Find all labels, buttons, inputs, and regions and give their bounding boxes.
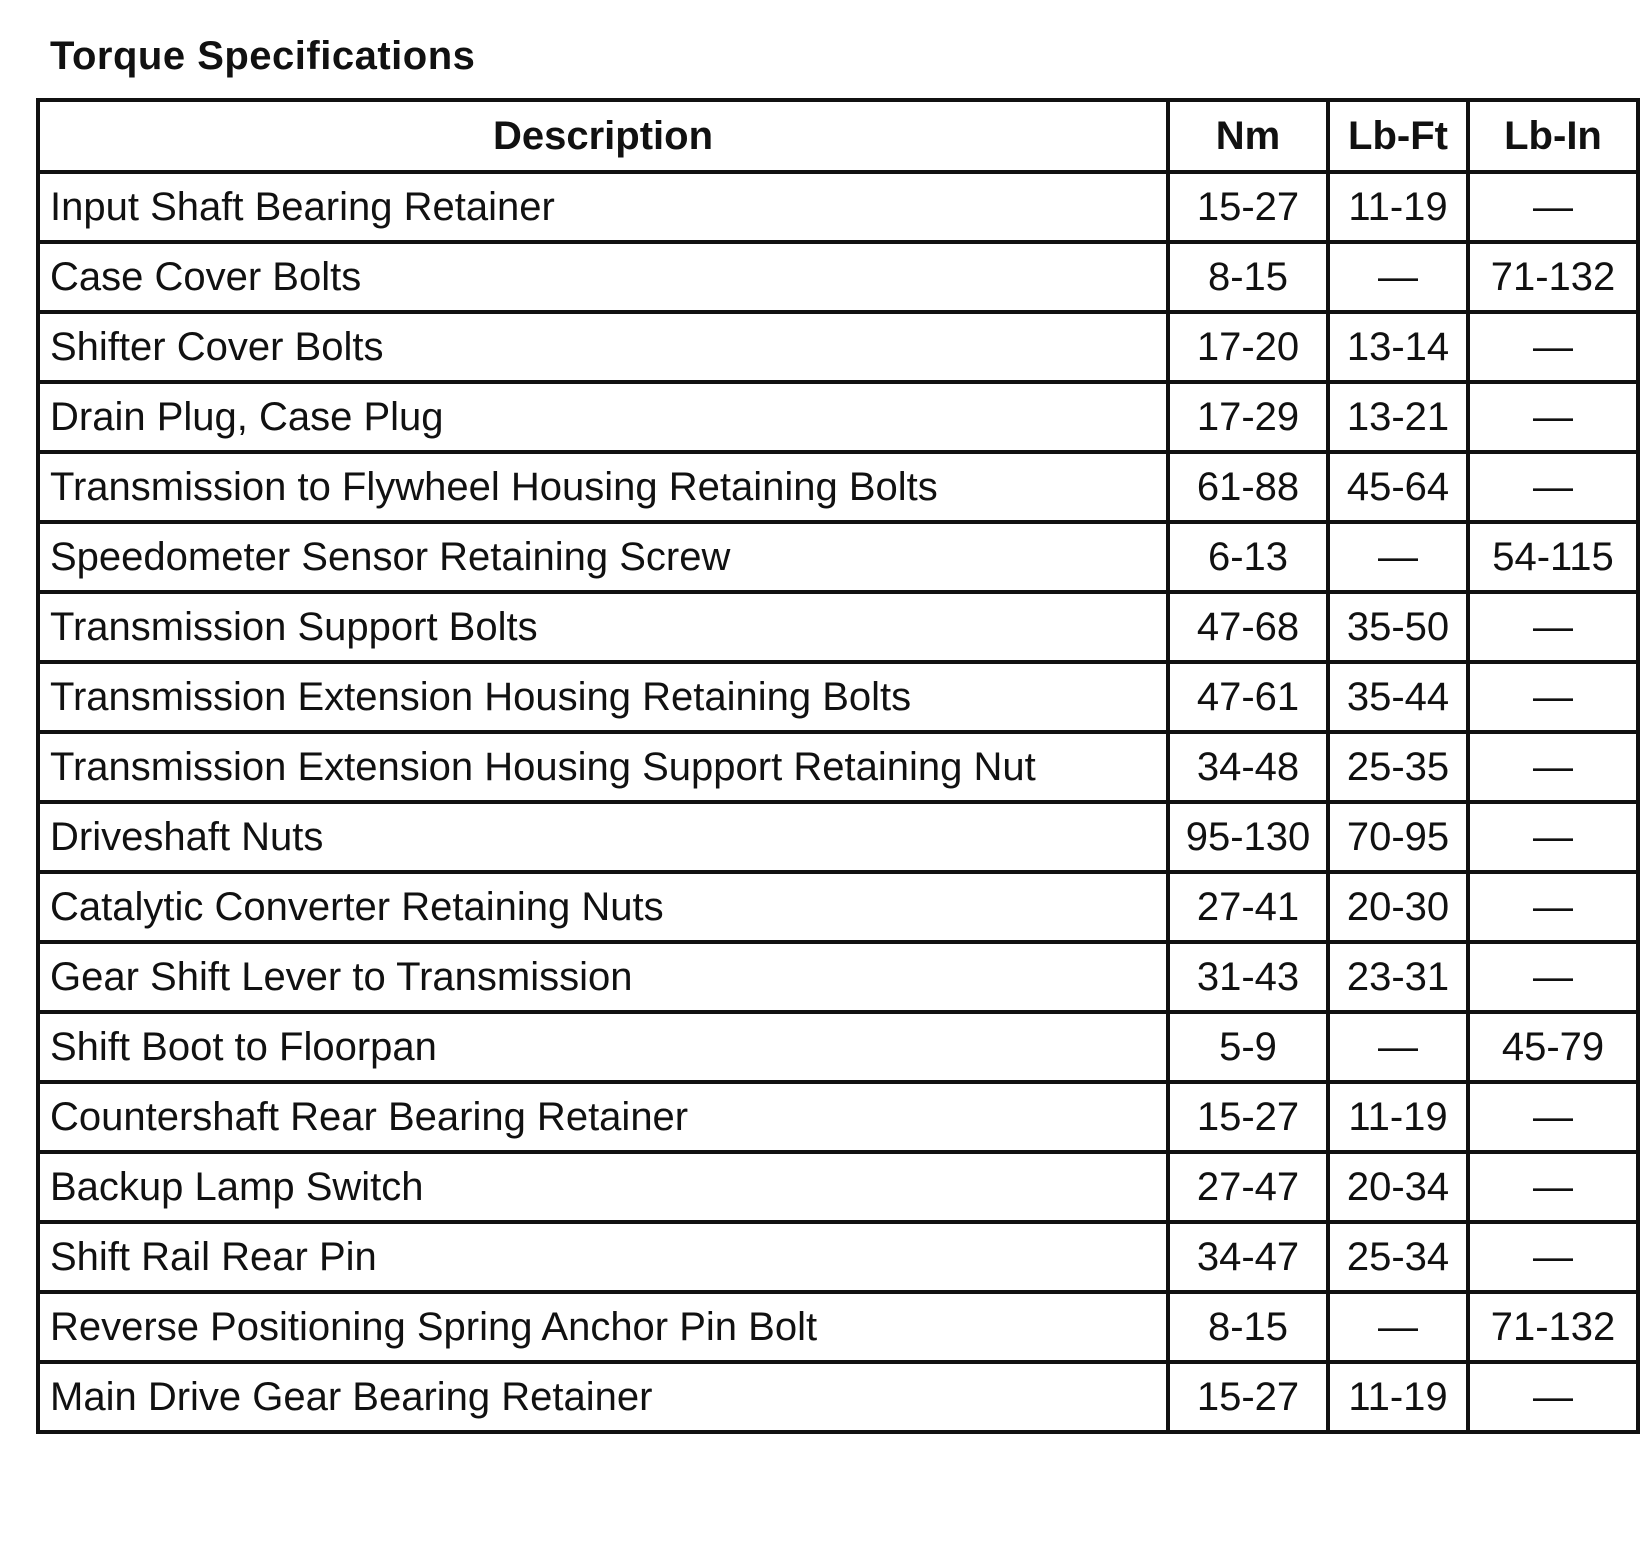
cell-description: Main Drive Gear Bearing Retainer (38, 1362, 1168, 1432)
cell-nm: 27-41 (1168, 872, 1328, 942)
table-row (38, 872, 1638, 942)
cell-description: Drain Plug, Case Plug (38, 382, 1168, 452)
cell-nm: 8-15 (1168, 1292, 1328, 1362)
cell-lb-in: — (1468, 1362, 1638, 1432)
cell-lb-in: 71-132 (1468, 242, 1638, 312)
table-row (38, 242, 1638, 312)
cell-nm: 17-20 (1168, 312, 1328, 382)
table-row (38, 802, 1638, 872)
cell-lb-ft: 11-19 (1328, 1362, 1468, 1432)
cell-description: Reverse Positioning Spring Anchor Pin Bolt (38, 1292, 1168, 1362)
cell-description: Transmission to Flywheel Housing Retaining Bolts (38, 452, 1168, 522)
cell-nm: 34-48 (1168, 732, 1328, 802)
table-row (38, 592, 1638, 662)
cell-lb-in: — (1468, 312, 1638, 382)
header-description: Description (38, 100, 1168, 172)
cell-lb-ft: — (1328, 242, 1468, 312)
header-nm: Nm (1168, 100, 1328, 172)
table-row (38, 732, 1638, 802)
table-row (38, 942, 1638, 1012)
cell-lb-ft: 11-19 (1328, 172, 1468, 242)
cell-lb-in: — (1468, 1152, 1638, 1222)
cell-lb-in: — (1468, 872, 1638, 942)
cell-lb-in: — (1468, 662, 1638, 732)
table-row (38, 452, 1638, 522)
cell-description: Case Cover Bolts (38, 242, 1168, 312)
cell-lb-ft: 13-21 (1328, 382, 1468, 452)
page-title: Torque Specifications (50, 34, 476, 78)
table-row (38, 1152, 1638, 1222)
cell-description: Speedometer Sensor Retaining Screw (38, 522, 1168, 592)
cell-nm: 31-43 (1168, 942, 1328, 1012)
table-row (38, 312, 1638, 382)
cell-lb-in: 71-132 (1468, 1292, 1638, 1362)
cell-nm: 61-88 (1168, 452, 1328, 522)
cell-description: Gear Shift Lever to Transmission (38, 942, 1168, 1012)
header-lb-ft: Lb-Ft (1328, 100, 1468, 172)
header-row (38, 100, 1638, 172)
cell-lb-in: — (1468, 732, 1638, 802)
cell-description: Shift Boot to Floorpan (38, 1012, 1168, 1082)
cell-lb-in: — (1468, 592, 1638, 662)
cell-lb-ft: 35-50 (1328, 592, 1468, 662)
cell-lb-in: — (1468, 942, 1638, 1012)
torque-spec-table (36, 98, 1640, 1434)
header-lb-in: Lb-In (1468, 100, 1638, 172)
cell-description: Transmission Extension Housing Retaining Bolts (38, 662, 1168, 732)
cell-description: Backup Lamp Switch (38, 1152, 1168, 1222)
table-row (38, 662, 1638, 732)
cell-lb-ft: 20-34 (1328, 1152, 1468, 1222)
cell-nm: 6-13 (1168, 522, 1328, 592)
cell-lb-in: — (1468, 1082, 1638, 1152)
cell-lb-ft: — (1328, 1012, 1468, 1082)
cell-description: Shift Rail Rear Pin (38, 1222, 1168, 1292)
cell-lb-in: — (1468, 382, 1638, 452)
cell-lb-ft: 70-95 (1328, 802, 1468, 872)
cell-description: Catalytic Converter Retaining Nuts (38, 872, 1168, 942)
cell-description: Countershaft Rear Bearing Retainer (38, 1082, 1168, 1152)
cell-nm: 34-47 (1168, 1222, 1328, 1292)
cell-lb-in: 54-115 (1468, 522, 1638, 592)
cell-nm: 47-61 (1168, 662, 1328, 732)
cell-lb-ft: 20-30 (1328, 872, 1468, 942)
cell-description: Transmission Extension Housing Support Retaining Nut (38, 732, 1168, 802)
cell-nm: 5-9 (1168, 1012, 1328, 1082)
cell-lb-in: — (1468, 452, 1638, 522)
table-row (38, 1012, 1638, 1082)
cell-nm: 15-27 (1168, 1362, 1328, 1432)
cell-lb-ft: 11-19 (1328, 1082, 1468, 1152)
table-row (38, 522, 1638, 592)
cell-nm: 47-68 (1168, 592, 1328, 662)
cell-nm: 17-29 (1168, 382, 1328, 452)
cell-lb-ft: 45-64 (1328, 452, 1468, 522)
cell-description: Driveshaft Nuts (38, 802, 1168, 872)
table-row (38, 1082, 1638, 1152)
cell-lb-ft: 35-44 (1328, 662, 1468, 732)
cell-nm: 15-27 (1168, 172, 1328, 242)
cell-lb-in: — (1468, 802, 1638, 872)
cell-lb-ft: — (1328, 1292, 1468, 1362)
cell-description: Input Shaft Bearing Retainer (38, 172, 1168, 242)
cell-lb-in: 45-79 (1468, 1012, 1638, 1082)
cell-nm: 8-15 (1168, 242, 1328, 312)
cell-lb-in: — (1468, 172, 1638, 242)
cell-nm: 95-130 (1168, 802, 1328, 872)
cell-nm: 27-47 (1168, 1152, 1328, 1222)
cell-description: Transmission Support Bolts (38, 592, 1168, 662)
table-row (38, 1292, 1638, 1362)
cell-lb-ft: 25-34 (1328, 1222, 1468, 1292)
cell-description: Shifter Cover Bolts (38, 312, 1168, 382)
table-row (38, 172, 1638, 242)
table-row (38, 1222, 1638, 1292)
table-row (38, 1362, 1638, 1432)
cell-lb-ft: 25-35 (1328, 732, 1468, 802)
table-row (38, 382, 1638, 452)
cell-lb-ft: — (1328, 522, 1468, 592)
cell-lb-in: — (1468, 1222, 1638, 1292)
cell-lb-ft: 23-31 (1328, 942, 1468, 1012)
cell-lb-ft: 13-14 (1328, 312, 1468, 382)
cell-nm: 15-27 (1168, 1082, 1328, 1152)
